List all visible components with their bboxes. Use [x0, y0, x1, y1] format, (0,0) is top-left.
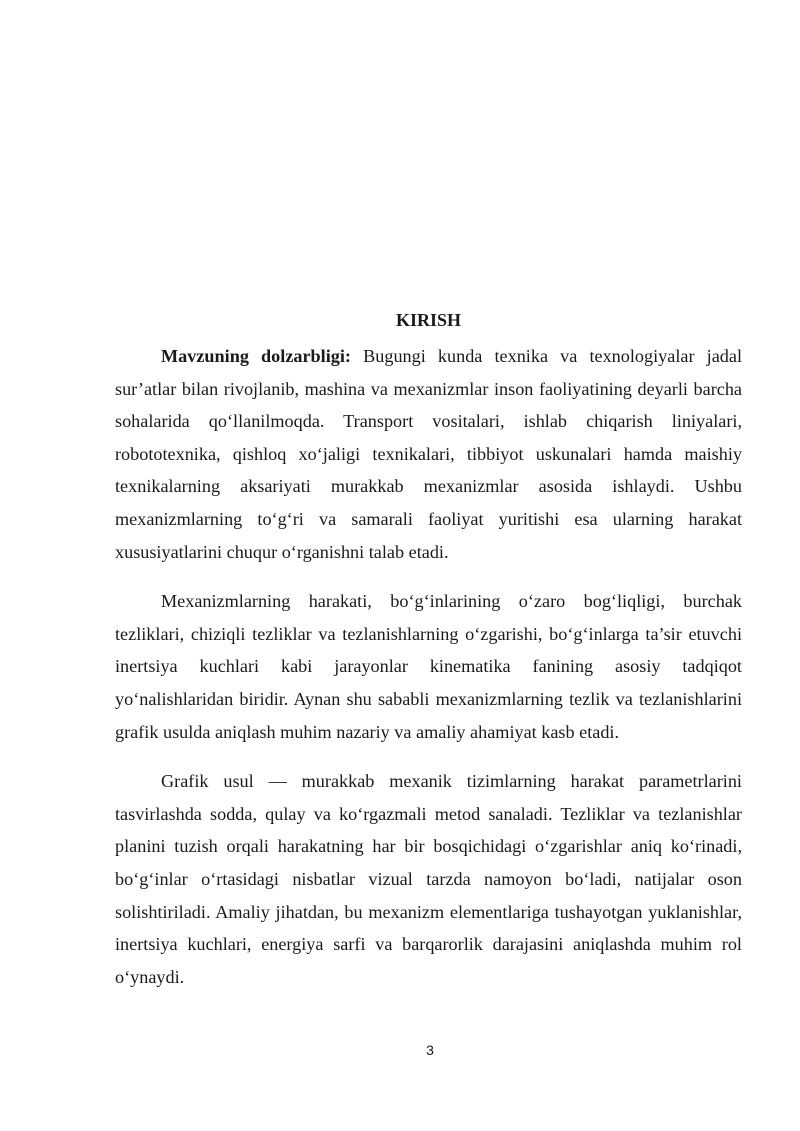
paragraph-lead: Mavzuning dolzarbligi:	[161, 346, 351, 366]
section-heading: KIRISH	[395, 310, 462, 330]
paragraph-text: Bugungi kunda texnika va texnologiyalar jadal sur’atlar bilan rivojlanib, mashina va mexanizmlar inson faoliyatining deyarli barcha sohalarida qo‘llanilmoqda. Transport vositalari, ishlab chiqarish liniyalari, robototexnika, qishloq xo‘jaligi texnikalari, tibbiyot uskunalari hamda maishiy texnikalarning aksariyati murakkab mexanizmlar asosida ishlaydi. Ushbu mexanizmlarning to‘g‘ri va samarali faoliyat yuritishi esa ularning harakat xususiyatlarini chuqur o‘rganishni talab etadi.	[115, 346, 742, 562]
paragraph-relevance	[115, 340, 742, 568]
paragraph-graphic-method: Grafik usul — murakkab mexanik tizimlarning harakat parametrlarini tasvirlashda sodda, qulay va ko‘rgazmali metod sanaladi. Tezliklar va tezlanishlar planini tuzish orqali harakatning har bir bosqichidagi o‘zgarishlar aniq ko‘rinadi, bo‘g‘inlar o‘rtasidagi nisbatlar vizual tarzda namoyon bo‘ladi, natijalar oson solishtiriladi. Amaliy jihatdan, bu mexanizm elementlariga tushayotgan yuklanishlar, inertsiya kuchlari, energiya sarfi va barqarorlik darajasini aniqlashda muhim rol o‘ynaydi.	[115, 771, 742, 987]
paragraph-kinematics: Mexanizmlarning harakati, bo‘g‘inlarining o‘zaro bog‘liqligi, burchak tezliklari, chiziqli tezliklar va tezlanishlarning o‘zgarishi, bo‘g‘inlarga ta’sir etuvchi inertsiya kuchlari kabi jarayonlar kinematika fanining asosiy tadqiqot yo‘nalishlaridan biridir. Aynan shu sababli mexanizmlarning tezlik va tezlanishlarini grafik usulda aniqlash muhim nazariy va amaliy ahamiyat kasb etadi.	[115, 591, 742, 742]
body-text	[115, 340, 742, 993]
page-number: 3	[426, 1042, 434, 1058]
